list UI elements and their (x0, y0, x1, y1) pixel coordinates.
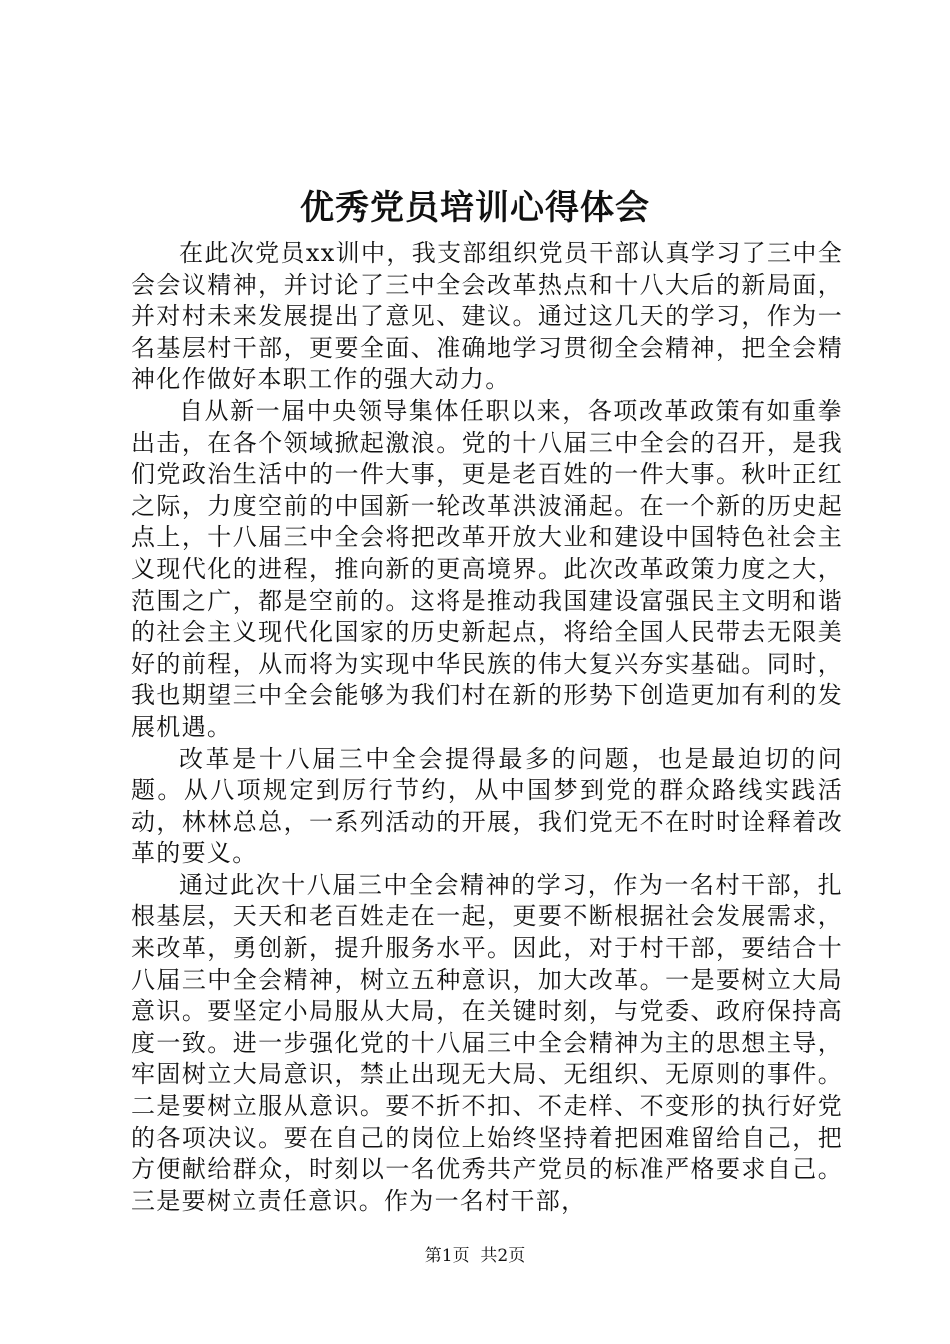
page-footer (0, 1244, 950, 1268)
page-total: 共2页 (480, 1246, 526, 1266)
paragraph-4: 通过此次十八届三中全会精神的学习，作为一名村干部，扎根基层，天天和老百姓走在一起，更要不断根据社会发展需求，来改革，勇创新，提升服务水平。因此，对于村干部，要结合十八届三中全会精神，树立五种意识，加大改革。一是要树立大局意识。要坚定小局服从大局，在关键时刻，与党委、政府保持高度一致。进一步强化党的十八届三中全会精神为主的思想主导，牢固树立大局意识，禁止出现无大局、无组织、无原则的事件。二是要树立服从意识。要不折不扣、不走样、不变形的执行好党的各项决议。要在自己的岗位上始终坚持着把困难留给自己，把方便献给群众，时刻以一名优秀共产党员的标准严格要求自己。三是要树立责任意识。作为一名村干部， (131, 870, 843, 1215)
footer-separator (470, 1246, 481, 1266)
document-title: 优秀党员培训心得体会 (300, 188, 650, 228)
paragraph-1: 在此次党员xx训中，我支部组织党员干部认真学习了三中全会会议精神，并讨论了三中全会改革热点和十八大后的新局面，并对村未来发展提出了意见、建议。通过这几天的学习，作为一名基层村干部，更要全面、准确地学习贯彻全会精神，把全会精神化作做好本职工作的强大动力。 (131, 239, 843, 394)
document-body (131, 238, 843, 1217)
paragraph-2: 自从新一届中央领导集体任职以来，各项改革政策有如重拳出击，在各个领域掀起激浪。党的十八届三中全会的召开，是我们党政治生活中的一件大事，更是老百姓的一件大事。秋叶正红之际，力度空前的中国新一轮改革洪波涌起。在一个新的历史起点上，十八届三中全会将把改革开放大业和建设中国特色社会主义现代化的进程，推向新的更高境界。此次改革政策力度之大，范围之广，都是空前的。这将是推动我国建设富强民主文明和谐的社会主义现代化国家的历史新起点，将给全国人民带去无限美好的前程，从而将为实现中华民族的伟大复兴夯实基础。同时，我也期望三中全会能够为我们村在新的形势下创造更加有利的发展机遇。 (131, 396, 843, 741)
paragraph-3: 改革是十八届三中全会提得最多的问题，也是最迫切的问题。从八项规定到厉行节约，从中国梦到党的群众路线实践活动，林林总总，一系列活动的开展，我们党无不在时时诠释着改革的要义。 (131, 744, 843, 868)
page-number: 第1页 (424, 1246, 470, 1266)
